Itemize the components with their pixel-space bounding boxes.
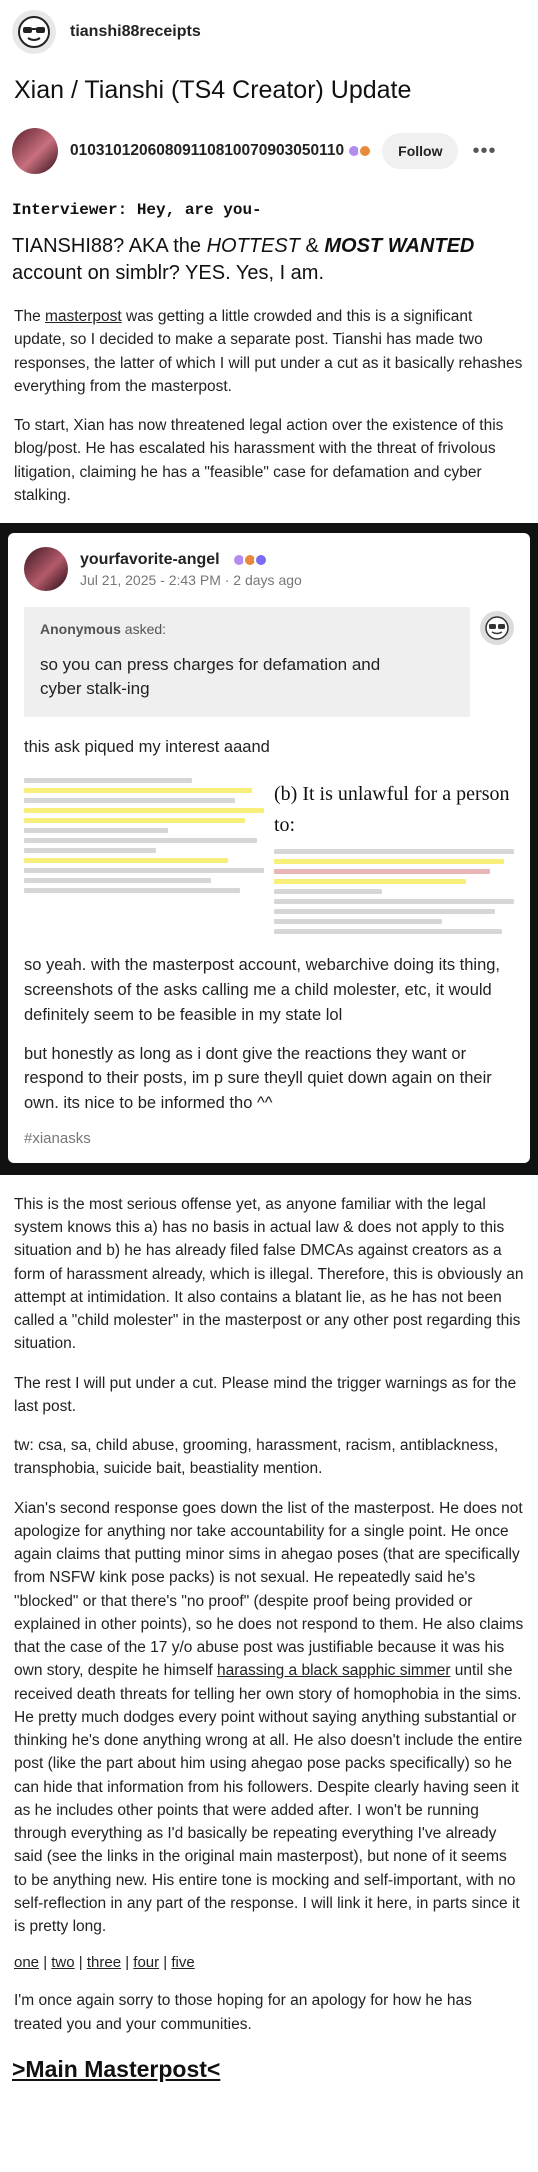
link-separator: | xyxy=(39,1954,52,1972)
law-excerpt-image xyxy=(24,773,514,939)
tagline-start: TIANSHI88? AKA the xyxy=(12,235,207,257)
badge-icon xyxy=(254,553,268,567)
link-part-five[interactable]: five xyxy=(171,1954,195,1972)
ask-label xyxy=(40,621,454,637)
reply-text-2: so yeah. with the masterpost account, webarchive doing its thing, screenshots of the asks calling me a child molester, etc, it would definitely seem to be feasible in my state lol xyxy=(24,956,501,1024)
tagline-hottest: HOTTEST xyxy=(206,235,300,257)
tagline-most-wanted: MOST WANTED xyxy=(324,235,475,257)
law-excerpt-right xyxy=(274,773,514,939)
main-masterpost-link-row xyxy=(0,2052,538,2103)
embedded-date: Jul 21, 2025 - 2:43 PM · 2 days ago xyxy=(80,571,302,588)
ask-asker: Anonymous xyxy=(40,621,121,637)
paragraph-apology: I'm once again sorry to those hoping for an apology for how he has treated you and your communities. xyxy=(14,1992,472,2033)
author-badges xyxy=(350,144,372,158)
link-separator: | xyxy=(74,1954,87,1972)
reply-text-3: but honestly as long as i dont give the reactions they want or respond to their posts, im p sure theyll quiet down again on their own. its nice to be informed tho ^^ xyxy=(24,1044,492,1113)
paragraph-cut-note: The rest I will put under a cut. Please mind the trigger warnings as for the last post. xyxy=(14,1374,517,1415)
sunglasses-face-icon xyxy=(17,15,51,49)
blog-name[interactable]: tianshi88receipts xyxy=(70,23,201,40)
link-part-two[interactable]: two xyxy=(51,1954,75,1972)
badge-icon xyxy=(358,144,372,158)
p6-text-a: Xian's second response goes down the list of the masterpost. He does not apologize for anything nor take accountability for a single point. He once again claims that putting minor sims in ahegao poses (that are specifically from NSFW kink pose packs) is not sexual. He repeatedly said he's "blocked" or that there's "no proof" (despite proof being provided or explained in other points), so he does not respond to them. He also claims that the case of the 17 y/o abuse post was justifiable because it was his own story, despite he himself xyxy=(14,1499,524,1680)
tagline-amp: & xyxy=(299,235,325,257)
post-tag[interactable]: #xianasks xyxy=(24,1129,91,1147)
blog-header xyxy=(0,0,538,64)
embedded-author-avatar xyxy=(24,547,68,591)
p1-text-b: was getting a little crowded and this is a significant update, so I decided to make a separate post. Tianshi has made two responses, the latter of which I will put under a cut as it basically rehashes everything from the masterpost. xyxy=(14,308,523,395)
law-excerpt-left xyxy=(24,773,264,939)
paragraph-legal: To start, Xian has now threatened legal action over the existence of this blog/post. He has escalated his harassment with the threat of frivolous litigation, claiming he has a "feasible" case for defamation and cyber stalking. xyxy=(14,417,504,504)
follow-button[interactable]: Follow xyxy=(382,133,458,169)
ask-suffix: asked: xyxy=(120,621,167,637)
link-part-one[interactable]: one xyxy=(14,1954,40,1972)
response-parts-links xyxy=(0,1954,538,1971)
author-name[interactable]: 01031012060809110810070903050110 xyxy=(70,142,345,159)
author-row xyxy=(0,119,538,183)
main-masterpost-link[interactable]: >Main Masterpost< xyxy=(12,2055,221,2082)
law-heading: (b) It is unlawful for a person to: xyxy=(274,783,510,837)
p6-text-b: until she received death threats for telling her own story of homophobia in the sims. He pretty much dodges every point without saying anything substantial or thinking he's done anything wrong at all. He also doesn't include the entire post (like the part about him using ahegao pose packs specifically) so he can hide that information from his followers. Despite clearly having seen it as he includes other points that were added after. I won't be running through everything as I'd basically be repeating everything I've already said (see the links in the original main masterpost), but none of it seems to be anything new. His entire tone is mocking and self-important, with no self-reflection in any part of the response. I will link it here, in parts since it is pretty long. xyxy=(14,1662,523,1936)
ask-box xyxy=(24,607,470,717)
paragraph-trigger-warnings: tw: csa, sa, child abuse, grooming, harassment, racism, antiblackness, transphobia, suicide bait, beastiality mention. xyxy=(14,1437,499,1478)
more-options-icon[interactable]: ••• xyxy=(472,139,497,162)
sunglasses-face-icon xyxy=(484,615,510,641)
embedded-author-row xyxy=(80,551,302,569)
masterpost-link[interactable]: masterpost xyxy=(45,308,122,325)
link-part-four[interactable]: four xyxy=(133,1954,160,1972)
paragraph-intro xyxy=(0,305,538,398)
harassing-simmer-link[interactable]: harassing a black sapphic simmer xyxy=(217,1662,451,1680)
reply-text-1: this ask piqued my interest aaand xyxy=(24,737,270,756)
embedded-badges xyxy=(226,553,268,567)
link-separator: | xyxy=(159,1954,172,1972)
blog-avatar[interactable] xyxy=(12,10,56,54)
tagline xyxy=(0,227,538,305)
tagline-end: account on simblr? YES. Yes, I am. xyxy=(12,262,325,284)
p1-text-a: The xyxy=(14,308,46,325)
post-title: Xian / Tianshi (TS4 Creator) Update xyxy=(14,76,412,104)
author-avatar[interactable] xyxy=(12,128,58,174)
embedded-author-name: yourfavorite-angel xyxy=(80,550,220,568)
paragraph-analysis: This is the most serious offense yet, as anyone familiar with the legal system knows this a) has no basis in actual law & does not apply to this situation and b) he has already filed false DMCAs against creators as a form of harassment already, which is illegal. Therefore, this is obviously an attempt at intimidation. It also contains a blatant lie, as he has not been called a "child molester" in the masterpost or any other post regarding this situation. xyxy=(14,1195,524,1353)
link-part-three[interactable]: three xyxy=(86,1954,122,1972)
anonymous-avatar xyxy=(480,611,514,645)
ask-text: so you can press charges for defamation and cyber stalk-ing xyxy=(40,655,381,698)
screenshot-embed xyxy=(0,523,538,1175)
link-separator: | xyxy=(121,1954,134,1972)
paragraph-second-response xyxy=(0,1497,538,1939)
interviewer-line: Interviewer: Hey, are you- xyxy=(12,201,262,219)
embedded-post-header xyxy=(24,547,514,591)
embedded-post-card xyxy=(8,533,530,1163)
embedded-meta xyxy=(80,551,302,588)
